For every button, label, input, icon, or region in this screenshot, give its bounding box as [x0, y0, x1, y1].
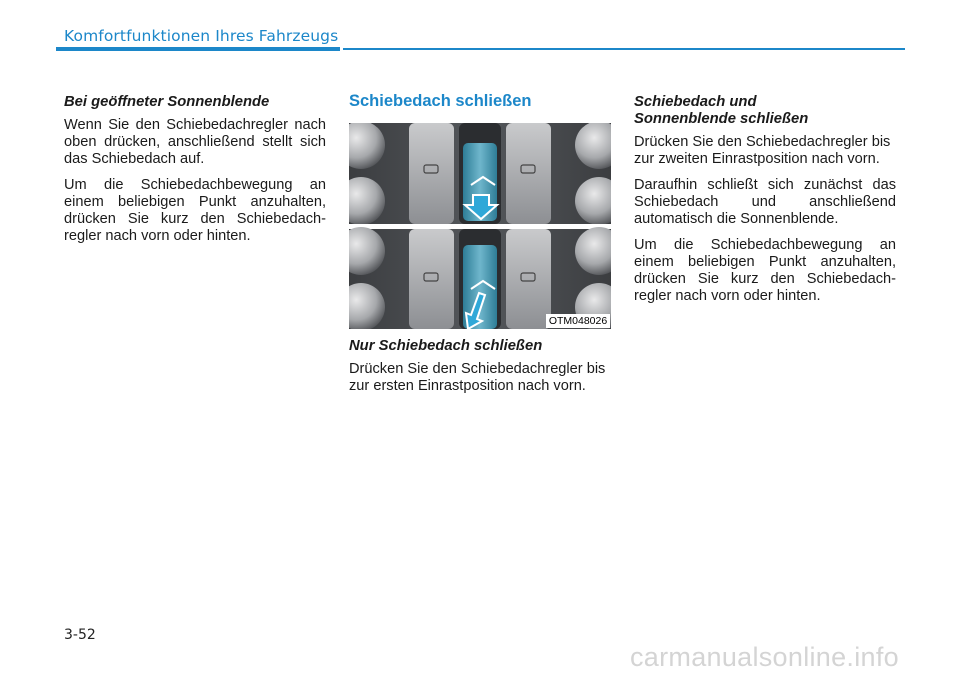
col2-heading: Schiebedach schließen — [349, 92, 532, 110]
header-rule-thin — [343, 48, 905, 50]
col3-paragraph-1: Drücken Sie den Schiebedachregler bis zur zweiten Einrastposition nach vorn. — [634, 134, 891, 167]
col2-paragraph-1: Drücken Sie den Schiebedachregler bis zur ersten Einrastposition nach vorn. — [349, 361, 606, 394]
col3-heading-line-2: Sonnenblende schließen — [634, 111, 809, 127]
image-code: OTM048026 — [546, 314, 610, 328]
header-rule-thick — [56, 47, 340, 51]
column-3 — [634, 94, 896, 314]
watermark: carmanualsonline.info — [630, 642, 899, 672]
col1-heading: Bei geöffneter Sonnenblende — [64, 94, 270, 110]
col3-paragraph-2: Daraufhin schließt sich zunächst das Schiebedach und anschließend automatisch die Sonnenblende. — [634, 177, 896, 227]
column-2 — [349, 338, 611, 404]
col3-paragraph-3: Um die Schiebedachbewegung an einem beliebigen Punkt anzuhalten, drücken Sie kurz den Schiebedach-regler nach vorn oder hinten. — [634, 237, 896, 304]
col1-paragraph-2: Um die Schiebedachbewegung an einem beliebigen Punkt anzuhalten, drücken Sie kurz den Schiebedach-regler nach vorn oder hinten. — [64, 177, 326, 244]
column-2-heading-block — [349, 93, 611, 110]
col1-paragraph-1: Wenn Sie den Schiebedachregler nach oben drücken, anschließend stellt sich das Schiebedach auf. — [64, 117, 326, 167]
section-title: Komfortfunktionen Ihres Fahrzeugs — [64, 27, 339, 45]
column-1 — [64, 94, 326, 254]
col3-heading-line-1: Schiebedach und — [634, 94, 757, 110]
sunroof-control-photo — [349, 123, 611, 329]
page-number: 3-52 — [64, 627, 96, 643]
col2-subheading: Nur Schiebedach schließen — [349, 338, 543, 354]
